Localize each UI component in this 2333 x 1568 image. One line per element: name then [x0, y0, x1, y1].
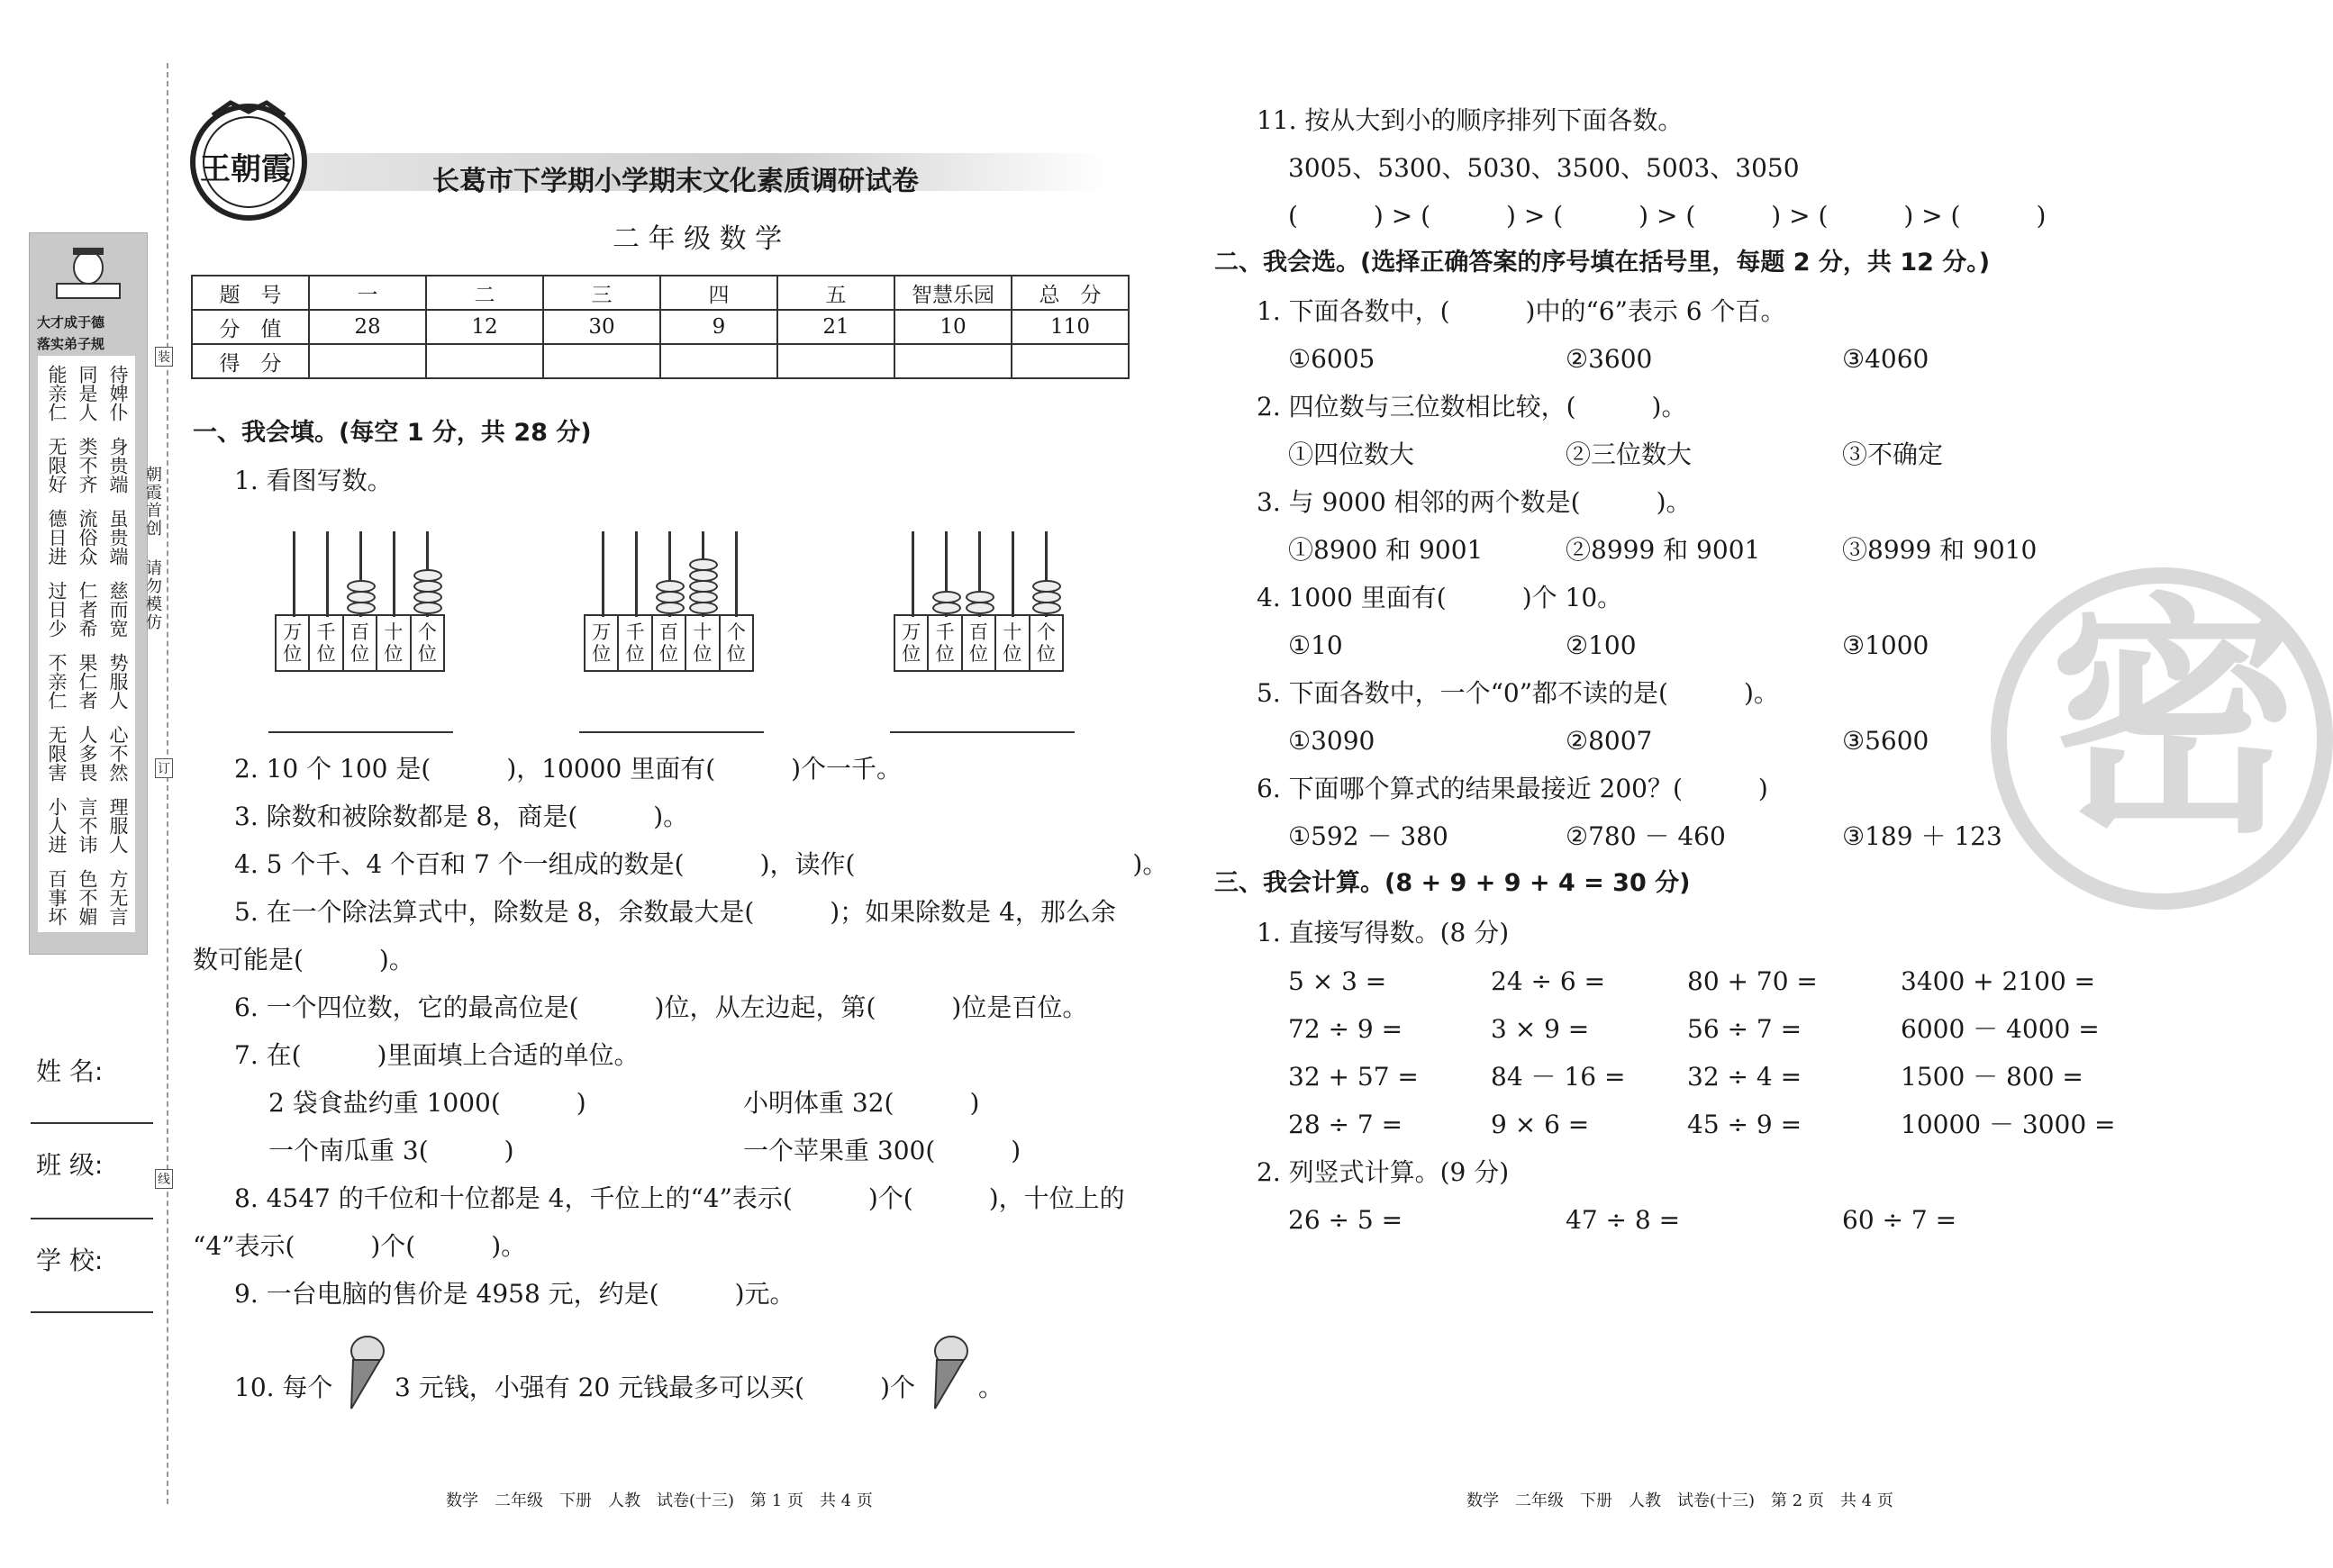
abacus-label: 千位: [929, 616, 962, 670]
abacus-label: 万位: [895, 616, 929, 670]
choice-option[interactable]: ②8999 和 9001: [1566, 535, 1761, 565]
quote-phrase: 言不讳: [77, 796, 98, 854]
quote-phrase: 待婢仆: [107, 364, 129, 421]
abacus-label: 个位: [1036, 621, 1056, 665]
calc-item: 56 ÷ 7 =: [1687, 1014, 1802, 1044]
page-title: 长葛市下学期小学期末文化素质调研试卷: [432, 166, 919, 197]
school-label: 学 校:: [36, 1246, 104, 1275]
table-cell: 二: [426, 276, 543, 310]
class-label: 班 级:: [36, 1150, 104, 1180]
score-table-header-row: [192, 276, 1129, 310]
ice-cream-icon: [926, 1331, 971, 1412]
vertical-calc-item: 47 ÷ 8 =: [1566, 1205, 1681, 1235]
name-label: 姓 名:: [36, 1056, 104, 1086]
score-table-score-row: [192, 344, 1129, 378]
question-3: 3. 除数和被除数都是 8，商是( )。: [234, 802, 689, 831]
motto-1: 大才成于德: [37, 314, 105, 331]
choice-question: 4. 1000 里面有( )个 10。: [1257, 583, 1623, 612]
choice-option[interactable]: ①6005: [1288, 344, 1375, 374]
table-cell: 智慧乐园: [894, 276, 1012, 310]
question-9: 9. 一台电脑的售价是 4958 元，约是( )元。: [234, 1279, 795, 1309]
quote-column: [43, 363, 70, 939]
abacus-label: 千位: [310, 616, 343, 670]
quote-phrase: 过日少: [46, 580, 68, 638]
quote-phrase: 同是人: [77, 364, 98, 421]
table-cell: 12: [426, 310, 543, 344]
calc-item: 84 － 16 =: [1491, 1062, 1626, 1092]
question-7-item: 小明体重 32( ): [743, 1088, 980, 1118]
question-5-line-2: 数可能是( )。: [193, 945, 414, 974]
answer-line[interactable]: [890, 731, 1075, 733]
choice-option[interactable]: ①四位数大: [1288, 440, 1415, 469]
table-cell: 一: [309, 276, 426, 310]
quote-phrase: 类不齐: [77, 436, 98, 494]
quote-phrase: 百事坏: [46, 868, 68, 926]
choice-option[interactable]: ②780 － 460: [1566, 821, 1726, 851]
vertical-calc-item: 26 ÷ 5 =: [1288, 1205, 1403, 1235]
choice-question: 6. 下面哪个算式的结果最接近 200？( ): [1257, 774, 1768, 803]
calc-item: 80 + 70 =: [1687, 966, 1818, 996]
table-cell: 五: [777, 276, 894, 310]
margin-mark-1: 装: [155, 347, 173, 367]
quote-phrase: 方无言: [107, 868, 129, 926]
choice-option[interactable]: ③4060: [1842, 344, 1929, 374]
calc-item: 72 ÷ 9 =: [1288, 1014, 1403, 1044]
calc-item: 32 ÷ 4 =: [1687, 1062, 1802, 1092]
abacus-label: 万位: [277, 616, 310, 670]
question-10-part-c: 。: [978, 1373, 1004, 1402]
choice-option[interactable]: ③1000: [1842, 630, 1929, 660]
question-11: 11. 按从大到小的顺序排列下面各数。: [1257, 105, 1684, 135]
abacus-2: [584, 531, 755, 684]
section-3-heading: 三、我会计算。(8 + 9 + 9 + 4 = 30 分): [1214, 869, 1691, 897]
calc-item: 28 ÷ 7 =: [1288, 1110, 1403, 1139]
choice-option[interactable]: ③189 ＋ 123: [1842, 821, 2002, 851]
quote-phrase: 心不然: [107, 724, 129, 782]
question-7: 7. 在( )里面填上合适的单位。: [234, 1040, 640, 1070]
margin-mark-2: 订: [155, 758, 173, 778]
table-cell: 得 分: [192, 344, 309, 378]
margin-mark-3: 线: [155, 1169, 173, 1189]
choice-option[interactable]: ②3600: [1566, 344, 1653, 374]
school-field[interactable]: [31, 1311, 153, 1313]
abacus-label: 十位: [686, 616, 720, 670]
question-10-part-a: 10. 每个: [234, 1373, 333, 1402]
watermark-text: 密: [2049, 574, 2301, 867]
question-7-item: 2 袋食盐约重 1000( ): [268, 1088, 586, 1118]
choice-option[interactable]: ①3090: [1288, 726, 1375, 756]
choice-option[interactable]: ②三位数大: [1566, 440, 1693, 469]
binding-dashed-line: [167, 63, 168, 1504]
table-cell: 10: [894, 310, 1012, 344]
table-cell: 三: [543, 276, 660, 310]
footer-left: 数学 二年级 下册 人教 试卷(十三) 第 1 页 共 4 页: [446, 1491, 873, 1510]
name-field[interactable]: [31, 1122, 153, 1124]
abacus-1: [275, 531, 446, 684]
question-8-line-2: “4”表示( )个( )。: [193, 1231, 527, 1261]
vertical-calc-item: 60 ÷ 7 =: [1842, 1205, 1957, 1235]
choice-question: 1. 下面各数中，( )中的“6”表示 6 个百。: [1257, 296, 1786, 326]
question-7-item: 一个南瓜重 3( ): [268, 1136, 514, 1165]
calc-question-1: 1. 直接写得数。(8 分): [1257, 918, 1510, 947]
calc-item: 3400 + 2100 =: [1901, 966, 2096, 996]
answer-line[interactable]: [579, 731, 764, 733]
calc-item: 6000 － 4000 =: [1901, 1014, 2100, 1044]
choice-option[interactable]: ①8900 和 9001: [1288, 535, 1484, 565]
question-10-part-b: 3 元钱，小强有 20 元钱最多可以买( )个: [395, 1373, 915, 1402]
calc-item: 45 ÷ 9 =: [1687, 1110, 1802, 1139]
choice-option[interactable]: ②8007: [1566, 726, 1653, 756]
table-cell: 21: [777, 310, 894, 344]
choice-option[interactable]: ③8999 和 9010: [1842, 535, 2038, 565]
logo-text: 王朝霞: [200, 151, 292, 187]
abacus-label: 百位: [344, 616, 377, 670]
score-input[interactable]: [426, 344, 543, 378]
margin-note-1: 朝霞首创: [146, 466, 162, 539]
quote-phrase: 果仁者: [77, 652, 98, 710]
choice-option[interactable]: ③5600: [1842, 726, 1929, 756]
choice-question: 2. 四位数与三位数相比较，( )。: [1257, 392, 1687, 421]
quote-phrase: 理服人: [107, 796, 129, 854]
score-table: [191, 275, 1130, 379]
quote-phrase: 虽贵端: [107, 508, 129, 566]
choice-option[interactable]: ①592 － 380: [1288, 821, 1448, 851]
abacus-label: 个位: [417, 621, 437, 665]
quote-column: [104, 363, 132, 939]
score-input[interactable]: [1012, 344, 1129, 378]
choice-question: 3. 与 9000 相邻的两个数是( )。: [1257, 487, 1692, 517]
quote-phrase: 德日进: [46, 508, 68, 566]
score-input[interactable]: [777, 344, 894, 378]
score-input[interactable]: [660, 344, 777, 378]
abacus-3: [894, 531, 1065, 684]
section-1-heading: 一、我会填。(每空 1 分，共 28 分): [193, 419, 592, 447]
abacus-label: 万位: [586, 616, 619, 670]
quote-phrase: 仁者希: [77, 580, 98, 638]
class-field[interactable]: [31, 1218, 153, 1219]
table-cell: 30: [543, 310, 660, 344]
footer-right: 数学 二年级 下册 人教 试卷(十三) 第 2 页 共 4 页: [1466, 1491, 1893, 1510]
choice-question: 5. 下面各数中，一个“0”都不读的是( )。: [1257, 678, 1779, 708]
abacus-label: 个位: [726, 621, 746, 665]
margin-note-2: 请勿模仿: [146, 559, 162, 632]
quote-phrase: 不亲仁: [46, 652, 68, 710]
quote-phrase: 慈而宽: [107, 580, 129, 638]
quote-phrase: 人多畏: [77, 724, 98, 782]
ice-cream-icon: [342, 1331, 387, 1412]
scholar-icon: [48, 242, 129, 305]
quote-phrase: 小人进: [46, 796, 68, 854]
abacus-label: 百位: [963, 616, 996, 670]
question-8-line-1: 8. 4547 的千位和十位都是 4，千位上的“4”表示( )个( )，十位上的: [234, 1183, 1125, 1213]
score-input[interactable]: [543, 344, 660, 378]
score-table-values-row: [192, 310, 1129, 344]
page-subtitle: 二 年 级 数 学: [613, 223, 783, 255]
question-6: 6. 一个四位数，它的最高位是( )位，从左边起，第( )位是百位。: [234, 992, 1088, 1022]
question-4: 4. 5 个千、4 个百和 7 个一组成的数是( )，读作( )。: [234, 849, 1168, 879]
choice-option[interactable]: ③不确定: [1842, 440, 1944, 469]
motto-2: 落实弟子规: [37, 336, 105, 352]
quote-phrase: 无限害: [46, 724, 68, 782]
calc-item: 24 ÷ 6 =: [1491, 966, 1606, 996]
calc-item: 32 + 57 =: [1288, 1062, 1419, 1092]
quote-phrase: 流俗众: [77, 508, 98, 566]
quote-phrase: 色不媚: [77, 868, 98, 926]
quote-phrase: 能亲仁: [46, 364, 68, 421]
quote-phrase: 无限好: [46, 436, 68, 494]
table-cell: 9: [660, 310, 777, 344]
table-cell: 四: [660, 276, 777, 310]
question-11-numbers: 3005、5300、5030、3500、5003、3050: [1288, 153, 1800, 183]
calc-item: 3 × 9 =: [1491, 1014, 1590, 1044]
abacus-label: 十位: [996, 616, 1030, 670]
abacus-label: 百位: [653, 616, 686, 670]
question-5-line-1: 5. 在一个除法算式中，除数是 8，余数最大是( )；如果除数是 4，那么余: [234, 897, 1116, 927]
question-11-blanks: ( ) > ( ) > ( ) > ( ) > ( ) > ( ): [1288, 201, 2047, 231]
question-1: 1. 看图写数。: [234, 466, 393, 495]
section-2-heading: 二、我会选。(选择正确答案的序号填在括号里，每题 2 分，共 12 分。): [1214, 249, 1991, 276]
question-2: 2. 10 个 100 是( )，10000 里面有( )个一千。: [234, 754, 903, 784]
choice-option[interactable]: ②100: [1566, 630, 1637, 660]
abacus-label: 十位: [377, 616, 411, 670]
table-cell: 110: [1012, 310, 1129, 344]
table-cell: 题 号: [192, 276, 309, 310]
table-cell: 总 分: [1012, 276, 1129, 310]
score-input[interactable]: [309, 344, 426, 378]
quote-column: [74, 363, 101, 939]
calc-question-2: 2. 列竖式计算。(9 分): [1257, 1157, 1510, 1187]
question-7-item: 一个苹果重 300( ): [743, 1136, 1021, 1165]
calc-item: 1500 － 800 =: [1901, 1062, 2083, 1092]
choice-option[interactable]: ①10: [1288, 630, 1343, 660]
score-input[interactable]: [894, 344, 1012, 378]
quote-phrase: 势服人: [107, 652, 129, 710]
quote-phrase: 身贵端: [107, 436, 129, 494]
answer-line[interactable]: [268, 731, 453, 733]
calc-item: 5 × 3 =: [1288, 966, 1387, 996]
sidebar-quote: [38, 356, 135, 932]
abacus-label: 千位: [619, 616, 652, 670]
table-cell: 28: [309, 310, 426, 344]
calc-item: 9 × 6 =: [1491, 1110, 1590, 1139]
calc-item: 10000 － 3000 =: [1901, 1110, 2116, 1139]
table-cell: 分 值: [192, 310, 309, 344]
